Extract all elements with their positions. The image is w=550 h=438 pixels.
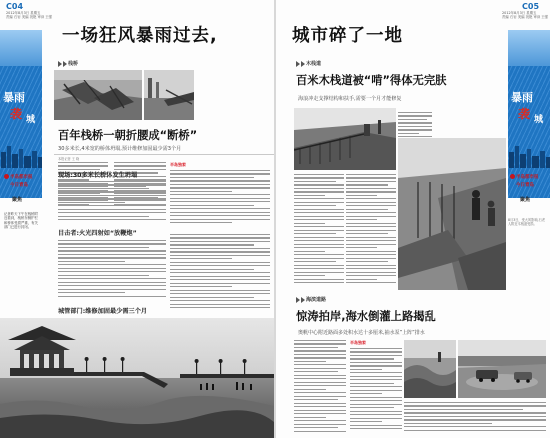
photo-bridge-side-image [144, 70, 194, 120]
banner-word-3: 城 [534, 115, 544, 125]
newspaper-logo-left [4, 174, 33, 180]
logo-subtitle-left: 今日青岛 [10, 183, 28, 188]
logo-text: 半岛都市报 [10, 175, 33, 180]
article-byline-zhanqiao: 本报记者 王 晓 [58, 157, 80, 161]
article-title-boardwalk: 百米木栈道被“啃”得体无完肤 [296, 74, 447, 87]
subhead-scene-body [58, 181, 166, 225]
section-arrow-icon [296, 297, 300, 303]
photo-waves [404, 340, 456, 398]
article-title-seaside: 惊涛拍岸,海水倒灌上路揭乱 [296, 310, 436, 323]
article-body-col3 [170, 170, 270, 230]
subhead-scene: 现场:30多米长桥体发生坍塌 [58, 172, 138, 179]
meta-editors: 责编 石岩 美编 祝艳 审读 王强 [6, 15, 53, 20]
photo-damaged-walkway-image [398, 138, 506, 290]
banner-word-3: 城 [26, 115, 36, 125]
banner-sky [0, 30, 42, 66]
divider-rule [54, 154, 274, 155]
subhead-witness: 目击者:火光四射如“放鞭炮” [58, 230, 137, 237]
photo-flooded-road-image [458, 340, 546, 398]
boardwalk-body-col2 [346, 174, 396, 288]
photo-pavilion-image [0, 318, 274, 438]
section-label-seaside [296, 296, 326, 303]
right-page [276, 0, 550, 438]
side-label-left: 聚焦 [12, 197, 23, 203]
headline-part-2: 城市碎了一地 [292, 26, 403, 46]
meta-date: 2012年8月3日 星期五 [6, 11, 41, 15]
photo-collapsed-bridge [54, 70, 142, 120]
section-arrow-icon [301, 61, 305, 67]
meta-date: 2012年8月3日 星期五 [502, 11, 537, 15]
subhead-witness-body [58, 240, 166, 302]
page-number-right: C05 [522, 2, 540, 11]
photo-pavilion [0, 318, 274, 438]
storm-banner-right [508, 30, 550, 198]
section-arrow-icon [63, 61, 67, 67]
photo-boardwalk-image [294, 108, 396, 170]
section-label-text: 栈桥 [68, 61, 79, 67]
logo-text: 半岛都市报 [516, 175, 539, 180]
meta-editors: 责编 石岩 美编 祝艳 审读 王强 [502, 15, 549, 20]
photo-collapsed-bridge-image [54, 70, 142, 120]
banner-word-1: 暴雨 [511, 91, 533, 104]
side-label-right: 聚焦 [520, 197, 531, 203]
section-label-boardwalk [296, 60, 321, 67]
subhead-repair: 城管部门:维修加固最少需三个月 [58, 308, 148, 315]
seaside-body-col3 [404, 402, 546, 436]
logo-mark-icon [510, 174, 515, 179]
photo-flooded-road [458, 340, 546, 398]
banner-word-2: 袭 [518, 107, 531, 121]
article-subtitle-seaside: 奥帆中心附近路面多处积水达十多厘米,抽水泵”上阵”排水 [298, 330, 425, 336]
storm-banner-left [0, 30, 42, 198]
section-arrow-icon [58, 61, 62, 67]
logo-subtitle-right: 今日青岛 [516, 183, 534, 188]
city-skyline-icon [508, 142, 550, 168]
article-subtitle-zhanqiao: 30多米长,4米宽的桥体坍塌,预计维修加固最少需3个月 [58, 146, 182, 152]
exclusive-tag-left: 半岛独家 [170, 162, 186, 167]
section-label-zhanqiao [58, 60, 78, 67]
banner-sky [508, 30, 550, 66]
headline-part-1: 一场狂风暴雨过去, [62, 26, 218, 46]
seaside-body-col1 [294, 340, 346, 436]
photo-caption-boardwalk: 8月3日，受大风影响,石老人附近木栈道受损。 [508, 218, 545, 227]
main-headline [0, 8, 550, 46]
section-label-text: 木栈道 [306, 61, 322, 67]
banner-word-2: 袭 [10, 107, 23, 121]
photo-boardwalk [294, 108, 396, 170]
photo-waves-image [404, 340, 456, 398]
article-subtitle-boardwalk: 海浪冲走支撑结构和扶手,需要一个月才能修复 [298, 96, 402, 102]
city-skyline-icon [0, 142, 42, 168]
article-title-zhanqiao: 百年栈桥一朝折腰成“断桥” [58, 129, 198, 142]
section-arrow-icon [296, 61, 300, 67]
section-arrow-icon [301, 297, 305, 303]
banner-word-1: 暴雨 [3, 91, 25, 104]
seaside-body-col2 [350, 348, 402, 436]
newspaper-logo-right [510, 174, 539, 180]
logo-mark-icon [4, 174, 9, 179]
photo-bridge-side [144, 70, 194, 120]
section-label-text: 海滨道路 [306, 297, 327, 303]
side-note-left: 记者昨天下午在栈桥附近看到，栈桥东侧护栏和桥体受损严重，有关部门已进行封闭。 [4, 212, 38, 230]
photo-damaged-walkway [398, 138, 506, 290]
page-number-left: C04 [6, 2, 24, 11]
exclusive-tag-right: 半岛独家 [350, 340, 366, 345]
boardwalk-body-col1 [294, 174, 344, 288]
article-body-col4 [170, 234, 270, 314]
